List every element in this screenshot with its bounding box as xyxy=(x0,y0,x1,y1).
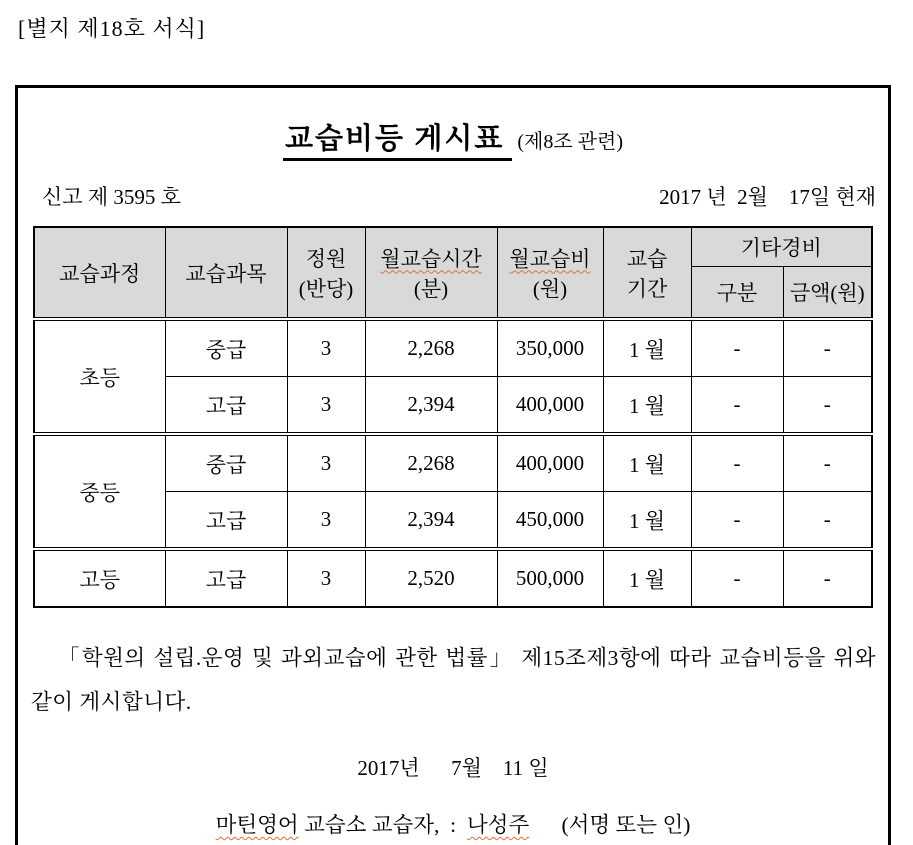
teacher-name: 나성주 xyxy=(466,813,530,838)
capacity-cell: 3 xyxy=(287,492,365,550)
minutes-cell: 2,394 xyxy=(365,377,497,435)
fee-cell: 350,000 xyxy=(497,319,603,377)
period-cell: 1 월 xyxy=(603,434,691,492)
table-row xyxy=(34,434,872,492)
col-header-monthly-fee-line2: (원) xyxy=(532,276,568,301)
capacity-cell: 3 xyxy=(287,377,365,435)
col-header-etc-expenses: 기타경비 xyxy=(691,227,872,267)
etc-type-cell: - xyxy=(691,377,783,435)
fee-cell: 400,000 xyxy=(497,377,603,435)
title-row xyxy=(18,116,888,157)
minutes-cell: 2,520 xyxy=(365,549,497,607)
col-header-monthly-fee-line1 xyxy=(498,243,603,273)
period-cell: 1 월 xyxy=(603,377,691,435)
col-header-period xyxy=(603,227,691,319)
table-row xyxy=(34,549,872,607)
col-header-subject: 교습과목 xyxy=(165,227,287,319)
col-header-capacity-line1: 정원 xyxy=(305,246,347,271)
signature-suffix-text: (서명 또는 인) xyxy=(529,813,691,838)
period-cell: 1 월 xyxy=(603,319,691,377)
course-cell: 고등 xyxy=(34,549,165,607)
col-header-monthly-minutes-line2: (분) xyxy=(413,276,449,301)
title-suffix: (제8조 관련) xyxy=(517,131,623,153)
col-header-monthly-minutes xyxy=(365,227,497,319)
capacity-cell: 3 xyxy=(287,319,365,377)
col-header-monthly-minutes-line1 xyxy=(366,243,497,273)
minutes-cell: 2,268 xyxy=(365,434,497,492)
monthly-minutes-label: 월교습시간 xyxy=(380,246,482,271)
col-header-capacity-line2: (반당) xyxy=(298,276,354,301)
document-frame xyxy=(15,85,891,845)
etc-amount-cell: - xyxy=(783,434,872,492)
period-cell: 1 월 xyxy=(603,492,691,550)
fee-table xyxy=(33,226,873,608)
col-header-etc-amount: 금액(원) xyxy=(783,267,872,320)
fee-cell: 400,000 xyxy=(497,434,603,492)
signature-middle-text: 교습소 교습자, : xyxy=(298,813,467,838)
course-cell: 중등 xyxy=(34,434,165,549)
form-label: [별지 제18호 서식] xyxy=(18,16,206,41)
table-row xyxy=(34,319,872,377)
subject-cell: 중급 xyxy=(165,434,287,492)
col-header-course: 교습과정 xyxy=(34,227,165,319)
period-cell: 1 월 xyxy=(603,549,691,607)
capacity-cell: 3 xyxy=(287,549,365,607)
course-cell: 초등 xyxy=(34,319,165,434)
signature-line xyxy=(18,808,888,839)
subject-cell: 고급 xyxy=(165,492,287,550)
notice-paragraph: 「학원의 설립.운영 및 과외교습에 관한 법률」 제15조제3항에 따라 교습비등을 위와 같이 게시합니다. xyxy=(31,646,876,715)
etc-amount-cell: - xyxy=(783,319,872,377)
etc-amount-cell: - xyxy=(783,492,872,550)
subject-cell: 고급 xyxy=(165,377,287,435)
info-row xyxy=(42,181,876,211)
subject-cell: 중급 xyxy=(165,319,287,377)
monthly-fee-label: 월교습비 xyxy=(509,246,591,271)
minutes-cell: 2,394 xyxy=(365,492,497,550)
fee-cell: 500,000 xyxy=(497,549,603,607)
capacity-cell: 3 xyxy=(287,434,365,492)
etc-type-cell: - xyxy=(691,434,783,492)
etc-amount-cell: - xyxy=(783,377,872,435)
etc-type-cell: - xyxy=(691,319,783,377)
etc-amount-cell: - xyxy=(783,549,872,607)
fee-cell: 450,000 xyxy=(497,492,603,550)
subject-cell: 고급 xyxy=(165,549,287,607)
col-header-period-line2: 기간 xyxy=(626,276,668,301)
col-header-etc-type: 구분 xyxy=(691,267,783,320)
page-title: 교습비등 게시표 xyxy=(283,123,512,161)
academy-name: 마틴영어 xyxy=(215,813,299,838)
date-line: 2017년 7월 11 일 xyxy=(357,756,549,781)
report-number: 신고 제 3595 호 xyxy=(42,185,181,209)
as-of-date: 2017 년 2월 17일 현재 xyxy=(659,185,876,209)
minutes-cell: 2,268 xyxy=(365,319,497,377)
col-header-monthly-fee xyxy=(497,227,603,319)
etc-type-cell: - xyxy=(691,549,783,607)
col-header-capacity xyxy=(287,227,365,319)
col-header-period-line1: 교습 xyxy=(626,246,668,271)
etc-type-cell: - xyxy=(691,492,783,550)
